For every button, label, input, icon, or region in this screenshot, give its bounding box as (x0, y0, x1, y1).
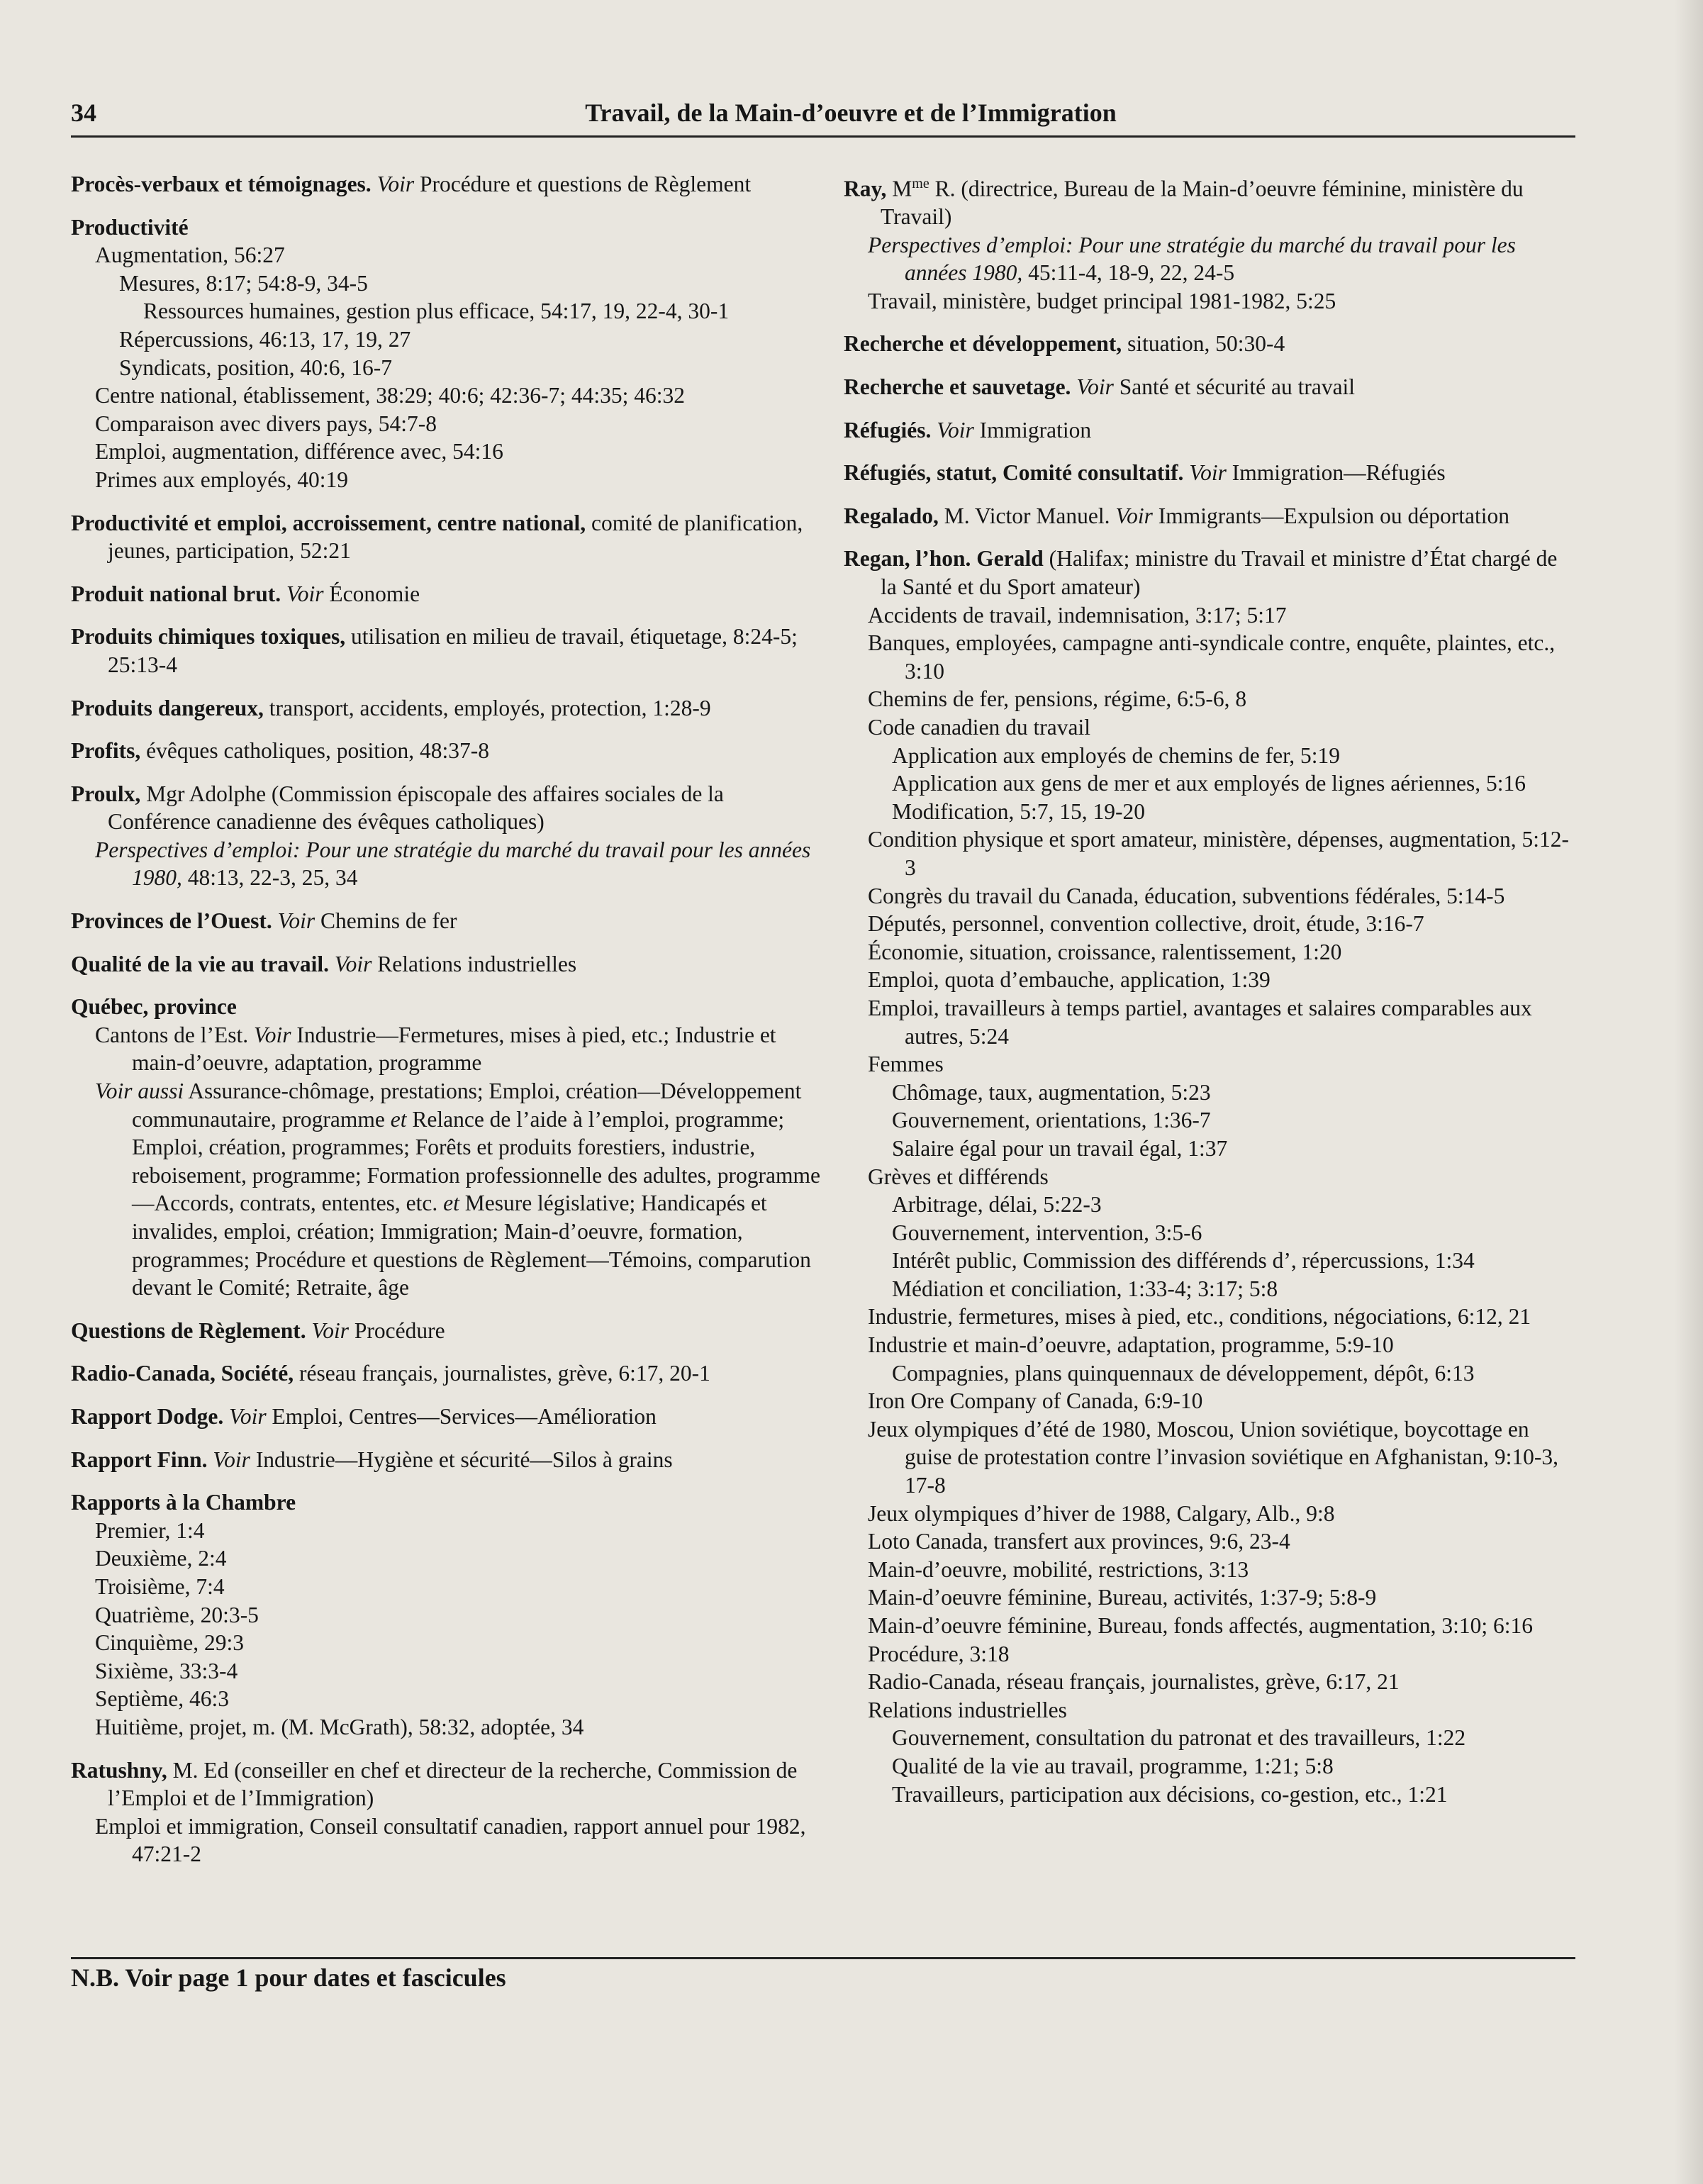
index-subentry (844, 1303, 1574, 1331)
index-heading (844, 545, 1574, 601)
index-entry (844, 416, 1574, 445)
index-subentry (844, 966, 1574, 994)
entry-text: 45:11-4, 18-9, 22, 24-5 (1022, 260, 1235, 286)
index-subentry (71, 438, 830, 466)
entry-keyword: Recherche et sauvetage. (844, 374, 1071, 400)
entry-text: M (886, 176, 912, 201)
entry-italic-text: et (443, 1191, 459, 1216)
index-subentry (844, 1135, 1574, 1163)
page-edge-shadow (1675, 0, 1703, 2184)
index-entry (71, 170, 830, 199)
index-subentry (844, 1247, 1574, 1275)
entry-keyword: Réfugiés. (844, 417, 932, 442)
index-heading (71, 737, 830, 765)
entry-text: Économie, situation, croissance, ralentissement, 1:20 (868, 939, 1342, 964)
entry-italic-text: Voir (306, 1317, 349, 1343)
entry-text: Primes aux employés, 40:19 (95, 467, 348, 492)
entry-text: Médiation et conciliation, 1:33-4; 3:17; 5:8 (892, 1276, 1278, 1301)
entry-text: me (912, 176, 929, 191)
entry-text: Huitième, projet, m. (M. McGrath), 58:32, adoptée, 34 (95, 1714, 584, 1739)
index-subentry (71, 1517, 830, 1545)
entry-text: Code canadien du travail (868, 715, 1091, 740)
index-entry (71, 907, 830, 935)
index-subentry (71, 325, 830, 354)
entry-text: Arbitrage, délai, 5:22-3 (892, 1192, 1102, 1218)
index-heading (71, 1488, 830, 1517)
index-subentry (71, 1713, 830, 1742)
index-subentry (844, 1500, 1574, 1528)
running-title: Travail, de la Main-d’oeuvre et de l’Immigration (585, 99, 1117, 127)
entry-text: Emploi, augmentation, différence avec, 54:16 (95, 439, 503, 464)
entry-text: réseau français, journalistes, grève, 6:17, 20-1 (294, 1361, 710, 1386)
index-column-left (71, 170, 830, 1883)
index-subentry (844, 1359, 1574, 1388)
entry-text: M. Victor Manuel. (938, 503, 1110, 528)
entry-text: situation, 50:30-4 (1122, 331, 1285, 357)
entry-italic-text: Voir (931, 417, 974, 442)
index-subentry (844, 1583, 1574, 1612)
index-subentry (844, 1191, 1574, 1219)
index-heading (844, 373, 1574, 401)
entry-text: Industrie et main-d’oeuvre, adaptation, programme, 5:9-10 (868, 1332, 1394, 1358)
entry-keyword: Rapport Finn. (71, 1447, 208, 1472)
entry-text: Banques, employées, campagne anti-syndicale contre, enquête, plaintes, etc., 3:10 (868, 630, 1556, 684)
entry-text: Répercussions, 46:13, 17, 19, 27 (119, 326, 411, 352)
entry-text: Troisième, 7:4 (95, 1573, 225, 1599)
index-heading (844, 502, 1574, 530)
entry-text: Quatrième, 20:3-5 (95, 1602, 259, 1627)
index-heading (844, 170, 1574, 231)
entry-text: Chemins de fer (315, 908, 457, 934)
index-subentry (71, 1629, 830, 1657)
entry-text: Gouvernement, intervention, 3:5-6 (892, 1220, 1202, 1245)
index-heading (71, 694, 830, 723)
index-subentry (71, 1812, 830, 1868)
entry-keyword: Produits chimiques toxiques, (71, 624, 346, 650)
index-subentry (71, 836, 830, 892)
index-subentry (71, 269, 830, 298)
index-entry (844, 170, 1574, 315)
index-subentry (844, 231, 1574, 287)
entry-text: Députés, personnel, convention collective, droit, étude, 3:16-7 (868, 911, 1424, 937)
index-subentry (844, 882, 1574, 910)
entry-text: Augmentation, 56:27 (95, 243, 285, 268)
index-entry (844, 373, 1574, 401)
entry-text: (Halifax; ministre du Travail et ministre d’État chargé de la Santé et du Sport amateur) (881, 546, 1558, 600)
index-heading (71, 993, 830, 1021)
index-entry (71, 694, 830, 723)
entry-keyword: Qualité de la vie au travail. (71, 951, 329, 976)
entry-text: transport, accidents, employés, protection, 1:28-9 (263, 695, 711, 720)
index-subentry (844, 1331, 1574, 1359)
entry-text: Modification, 5:7, 15, 19-20 (892, 798, 1145, 824)
index-subentry (71, 381, 830, 410)
entry-text: évêques catholiques, position, 48:37-8 (140, 738, 489, 764)
index-subentry (844, 1527, 1574, 1556)
entry-text: Grèves et différends (868, 1164, 1049, 1189)
entry-text: Cantons de l’Est. (95, 1022, 249, 1047)
entry-text: Main-d’oeuvre féminine, Bureau, fonds affectés, augmentation, 3:10; 6:16 (868, 1613, 1534, 1638)
index-entry (71, 580, 830, 608)
index-entry (71, 623, 830, 679)
index-heading (71, 780, 830, 836)
entry-keyword: Productivité et emploi, accroissement, centre national, (71, 510, 586, 535)
entry-text: Jeux olympiques d’hiver de 1988, Calgary, Alb., 9:8 (868, 1500, 1335, 1526)
index-subentry (844, 769, 1574, 798)
entry-keyword: Radio-Canada, Société, (71, 1361, 294, 1386)
entry-text: R. (directrice, Bureau de la Main-d’oeuvre féminine, ministère du Travail) (881, 176, 1524, 230)
entry-text: Assurance-chômage, prestations; Emploi, création—Développement communautaire, programme (132, 1079, 802, 1132)
index-entry (844, 459, 1574, 487)
entry-text: Femmes (868, 1052, 944, 1077)
entry-text: Condition physique et sport amateur, ministère, dépenses, augmentation, 5:12-3 (868, 827, 1570, 880)
entry-text: Immigration (973, 417, 1092, 442)
index-heading (71, 1403, 830, 1431)
index-entry (71, 1317, 830, 1345)
entry-text: comité de planification, jeunes, participation, 52:21 (108, 510, 803, 564)
index-subentry (844, 1106, 1574, 1135)
entry-keyword: Productivité (71, 214, 189, 240)
entry-italic-text: Voir (248, 1022, 291, 1047)
entry-italic-text: Voir (1071, 374, 1114, 400)
index-subentry (844, 1387, 1574, 1415)
index-subentry (71, 241, 830, 269)
index-heading (71, 213, 830, 242)
entry-keyword: Regan, l’hon. Gerald (844, 546, 1044, 572)
entry-text: Industrie, fermetures, mises à pied, etc., conditions, négociations, 6:12, 21 (868, 1304, 1531, 1330)
index-subentry (844, 713, 1574, 742)
index-subentry (844, 1640, 1574, 1668)
entry-text: M. Ed (conseiller en chef et directeur de la recherche, Commission de l’Emploi et de l’Immigration) (108, 1757, 798, 1811)
entry-italic-text: Voir (371, 172, 415, 196)
index-entry (71, 780, 830, 892)
footer-rule (71, 1957, 1575, 1959)
index-subentry (844, 685, 1574, 713)
entry-text: Procédure et questions de Règlement (414, 172, 752, 196)
entry-keyword: Québec, province (71, 994, 237, 1020)
index-subentry (71, 1657, 830, 1686)
entry-italic-text: et (390, 1106, 407, 1132)
entry-keyword: Réfugiés, statut, Comité consultatif. (844, 460, 1184, 486)
entry-text: Industrie—Hygiène et sécurité—Silos à grains (250, 1447, 673, 1472)
page-number: 34 (71, 99, 96, 127)
index-subentry (71, 1544, 830, 1573)
entry-italic-text: Voir (272, 908, 316, 934)
index-entry (71, 1756, 830, 1868)
entry-text: Travailleurs, participation aux décisions, co-gestion, etc., 1:21 (892, 1781, 1448, 1807)
entry-text: Loto Canada, transfert aux provinces, 9:6, 23-4 (868, 1529, 1290, 1554)
index-subentry (71, 410, 830, 438)
index-column-right (844, 170, 1574, 1823)
entry-text: Immigration—Réfugiés (1226, 460, 1446, 486)
index-subentry (844, 1275, 1574, 1303)
entry-text: Intérêt public, Commission des différends d’, répercussions, 1:34 (892, 1248, 1475, 1274)
index-entry (844, 330, 1574, 358)
entry-keyword: Ray, (844, 176, 887, 201)
index-subentry (844, 601, 1574, 630)
entry-text: Gouvernement, consultation du patronat et des travailleurs, 1:22 (892, 1725, 1466, 1751)
entry-text: Iron Ore Company of Canada, 6:9-10 (868, 1388, 1203, 1414)
index-subentry (71, 1685, 830, 1713)
index-subentry (71, 1601, 830, 1629)
entry-keyword: Produits dangereux, (71, 695, 264, 720)
index-subentry (844, 1696, 1574, 1725)
entry-italic-text: Voir (1110, 503, 1153, 528)
index-subentry (844, 1752, 1574, 1781)
entry-text: Ressources humaines, gestion plus efficace, 54:17, 19, 22-4, 30-1 (143, 299, 730, 324)
index-entry (71, 213, 830, 494)
entry-text: Septième, 46:3 (95, 1686, 229, 1712)
index-subentry (844, 287, 1574, 316)
index-heading (71, 580, 830, 608)
index-subentry (844, 938, 1574, 966)
entry-text: Mgr Adolphe (Commission épiscopale des affaires sociales de la Conférence canadienne des évêques catholiques) (108, 781, 724, 835)
entry-italic-text: Voir aussi (95, 1079, 184, 1104)
entry-text: Compagnies, plans quinquennaux de développement, dépôt, 6:13 (892, 1360, 1475, 1386)
entry-text: Application aux gens de mer et aux employés de lignes aériennes, 5:16 (892, 771, 1526, 796)
footer-note: N.B. Voir page 1 pour dates et fascicules (71, 1963, 506, 1992)
entry-text: Procédure, 3:18 (868, 1641, 1010, 1666)
entry-keyword: Procès-verbaux et témoignages. (71, 172, 372, 196)
index-heading (71, 907, 830, 935)
index-heading (71, 170, 830, 199)
index-entry (844, 502, 1574, 530)
entry-text: Relations industrielles (868, 1697, 1067, 1722)
index-subentry (844, 1219, 1574, 1247)
index-entry (71, 950, 830, 979)
index-subentry (844, 1612, 1574, 1640)
entry-text: Salaire égal pour un travail égal, 1:37 (892, 1135, 1228, 1161)
index-subentry (844, 1781, 1574, 1809)
index-entry (71, 1403, 830, 1431)
entry-text: Cinquième, 29:3 (95, 1630, 244, 1656)
entry-text: Centre national, établissement, 38:29; 40:6; 42:36-7; 44:35; 46:32 (95, 383, 686, 408)
entry-keyword: Regalado, (844, 503, 939, 528)
entry-text: Main-d’oeuvre féminine, Bureau, activités, 1:37-9; 5:8-9 (868, 1585, 1377, 1610)
entry-text: Mesure législative; Handicapés et invalides, emploi, création; Immigration; Main-d’oeuvre, formation, programmes; Procédure et questions de Règlement—Témoins, comparution devant le Comité; Retraite, âge (132, 1191, 811, 1300)
index-subentry (71, 354, 830, 382)
index-heading (71, 509, 830, 565)
entry-keyword: Recherche et développement, (844, 331, 1122, 357)
index-subentry (71, 1573, 830, 1601)
index-heading (71, 623, 830, 679)
entry-text: Mesures, 8:17; 54:8-9, 34-5 (119, 270, 368, 296)
entry-italic-text: Perspectives d’emploi: Pour une stratégie du marché du travail pour les années 1980, (95, 837, 811, 891)
entry-text: Travail, ministère, budget principal 1981-1982, 5:25 (868, 288, 1336, 313)
entry-keyword: Provinces de l’Ouest. (71, 908, 272, 934)
entry-keyword: Rapports à la Chambre (71, 1490, 296, 1515)
entry-text: Santé et sécurité au travail (1113, 374, 1356, 400)
index-heading (844, 416, 1574, 445)
index-subentry (844, 1668, 1574, 1696)
index-subentry (844, 1556, 1574, 1584)
index-subentry (844, 629, 1574, 685)
index-subentry (844, 798, 1574, 826)
entry-text: Emploi, quota d’embauche, application, 1:39 (868, 967, 1271, 993)
entry-text: Deuxième, 2:4 (95, 1546, 227, 1571)
index-heading (71, 1359, 830, 1388)
entry-text: Comparaison avec divers pays, 54:7-8 (95, 411, 437, 436)
entry-italic-text: Voir (1183, 460, 1227, 486)
entry-text: Congrès du travail du Canada, éducation, subventions fédérales, 5:14-5 (868, 883, 1505, 908)
entry-text: Application aux employés de chemins de fer, 5:19 (892, 742, 1341, 768)
entry-text: Relance de l’aide à l’emploi, programme; Emploi, création, programmes; Forêts et produits forestiers, industrie, reboisement, programme; Formation professionnelle des adultes, programme—Accords, contrats, ententes, etc. (132, 1106, 820, 1216)
entry-text: Emploi, Centres—Services—Amélioration (266, 1403, 657, 1429)
entry-keyword: Questions de Règlement. (71, 1317, 306, 1343)
index-subentry (844, 1724, 1574, 1752)
entry-text: Procédure (349, 1317, 445, 1343)
entry-text: Immigrants—Expulsion ou déportation (1152, 503, 1509, 528)
index-heading (71, 1446, 830, 1474)
entry-text: Emploi, travailleurs à temps partiel, avantages et salaires comparables aux autres, 5:24 (868, 995, 1532, 1049)
index-heading (844, 330, 1574, 358)
entry-italic-text: Voir (223, 1403, 267, 1429)
index-entry (71, 509, 830, 565)
entry-text: Main-d’oeuvre, mobilité, restrictions, 3:13 (868, 1556, 1249, 1582)
index-heading (844, 459, 1574, 487)
entry-text: 48:13, 22-3, 25, 34 (182, 865, 358, 891)
entry-italic-text: Voir (281, 581, 324, 606)
entry-keyword: Profits, (71, 738, 141, 764)
index-subentry (844, 1079, 1574, 1107)
entry-text: Emploi et immigration, Conseil consultatif canadien, rapport annuel pour 1982, 47:21-2 (95, 1813, 806, 1867)
entry-text: Gouvernement, orientations, 1:36-7 (892, 1108, 1211, 1133)
index-subentry (71, 297, 830, 325)
entry-text: Premier, 1:4 (95, 1517, 205, 1543)
index-subentry (844, 910, 1574, 938)
index-subentry (844, 1163, 1574, 1191)
index-entry (71, 993, 830, 1302)
index-subentry (844, 825, 1574, 881)
index-entry (844, 545, 1574, 1808)
entry-text: Industrie—Fermetures, mises à pied, etc.; Industrie et main-d’oeuvre, adaptation, programme (132, 1022, 776, 1076)
index-entry (71, 737, 830, 765)
entry-italic-text: Perspectives d’emploi: Pour une stratégie du marché du travail pour les années 1980, (868, 232, 1516, 286)
entry-text: Jeux olympiques d’été de 1980, Moscou, Union soviétique, boycottage en guise de protestation contre l’invasion soviétique en Afghanistan, 9:10-3, 17-8 (868, 1416, 1559, 1498)
entry-italic-text: Voir (328, 951, 372, 976)
entry-text: Radio-Canada, réseau français, journalistes, grève, 6:17, 21 (868, 1669, 1400, 1695)
index-subentry (71, 1077, 830, 1302)
entry-keyword: Produit national brut. (71, 581, 281, 606)
entry-text: Relations industrielles (372, 951, 577, 976)
index-subentry (71, 1021, 830, 1077)
index-subentry (71, 466, 830, 494)
index-subentry (844, 742, 1574, 770)
entry-text: Sixième, 33:3-4 (95, 1658, 238, 1683)
entry-text: Syndicats, position, 40:6, 16-7 (119, 355, 392, 380)
entry-keyword: Ratushny, (71, 1757, 167, 1783)
index-entry (71, 1446, 830, 1474)
index-heading (71, 950, 830, 979)
entry-keyword: Proulx, (71, 781, 141, 806)
index-entry (71, 1488, 830, 1741)
entry-text: Chemins de fer, pensions, régime, 6:5-6, 8 (868, 686, 1247, 712)
index-subentry (844, 1050, 1574, 1079)
index-subentry (844, 994, 1574, 1050)
index-heading (71, 1756, 830, 1812)
header-rule (71, 135, 1575, 138)
index-heading (71, 1317, 830, 1345)
index-subentry (844, 1415, 1574, 1500)
entry-text: Accidents de travail, indemnisation, 3:17; 5:17 (868, 602, 1287, 628)
entry-text: Chômage, taux, augmentation, 5:23 (892, 1079, 1211, 1105)
entry-text: Économie (323, 581, 420, 606)
entry-keyword: Rapport Dodge. (71, 1403, 224, 1429)
index-entry (71, 1359, 830, 1388)
entry-text: utilisation en milieu de travail, étiquetage, 8:24-5; 25:13-4 (108, 624, 798, 677)
entry-italic-text: Voir (207, 1447, 250, 1472)
entry-text: Qualité de la vie au travail, programme, 1:21; 5:8 (892, 1753, 1334, 1778)
